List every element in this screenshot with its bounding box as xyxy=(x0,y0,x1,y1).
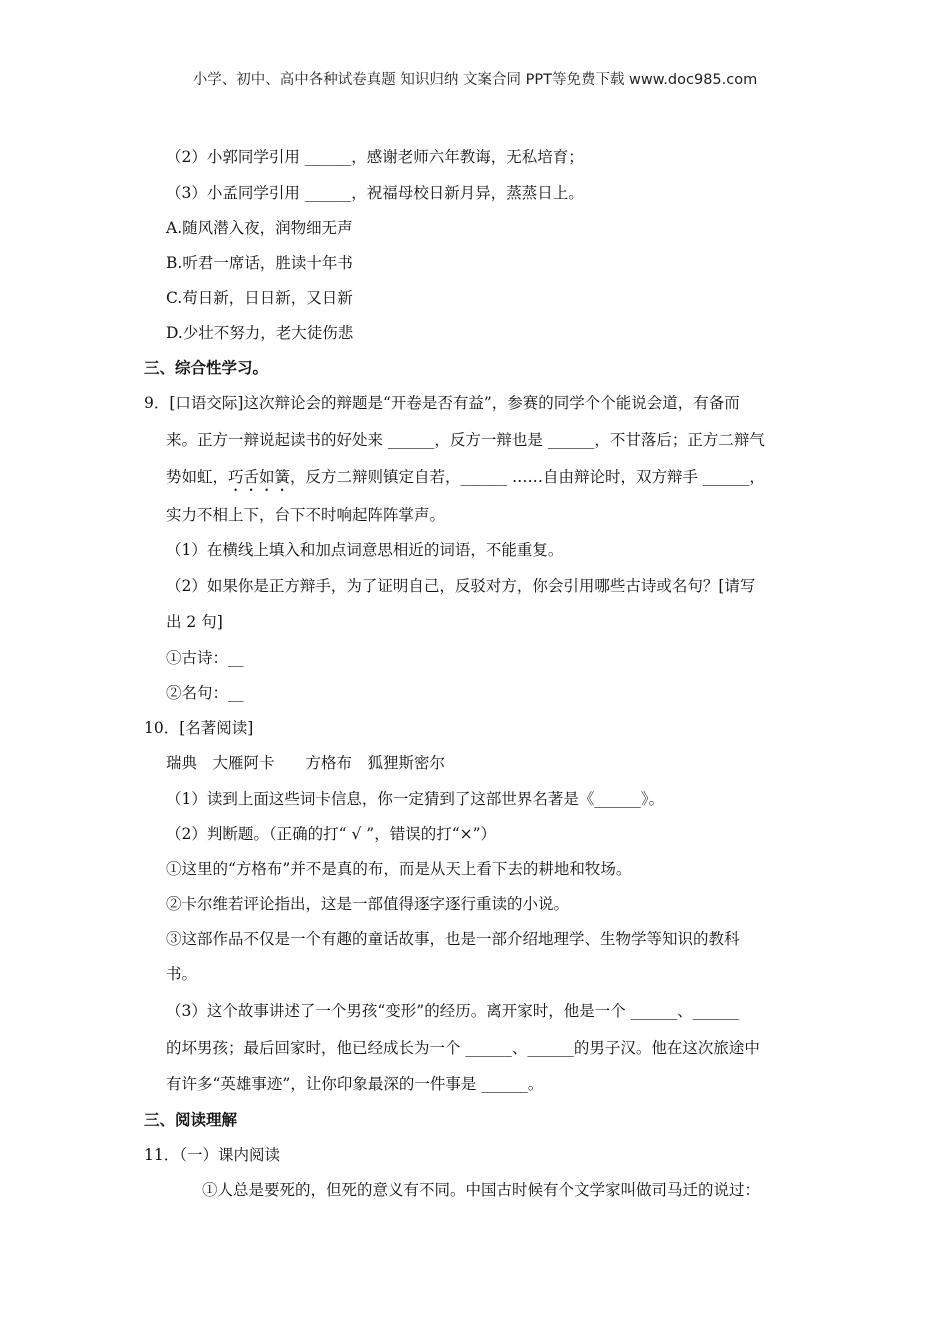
q9-line-3 xyxy=(166,467,765,495)
q10-subq-3b: 的坏男孩；最后回家时，他已经成长为一个 ______、______的男子汉。他在这次旅途中 xyxy=(166,1039,760,1057)
q11-paragraph-1: ①人总是要死的，但死的意义有不同。中国古时候有个文学家叫做司马迁的说过： xyxy=(202,1181,761,1199)
q10-word-cards: 瑞典 大雁阿卡 方格布 狐狸斯密尔 xyxy=(166,754,446,772)
q9-subq-2a: （2）如果你是正方辩手，为了证明自己，反驳对方，你会引用哪些古诗或名句？[请写 xyxy=(166,577,756,595)
section-title-integrated-learning: 三、综合性学习。 xyxy=(144,358,269,377)
q9-line-4: 实力不相上下，台下不时响起阵阵掌声。 xyxy=(166,506,446,524)
q8-option-a: A.随风潜入夜，润物细无声 xyxy=(166,219,353,237)
q9-subq-2b: 出 2 句] xyxy=(166,613,223,631)
q10-judge-3a: ③这部作品不仅是一个有趣的童话故事，也是一部介绍地理学、生物学等知识的教科 xyxy=(166,930,740,948)
q8-option-d: D.少壮不努力，老大徒伤悲 xyxy=(166,324,354,342)
q9-line-3a: 势如虹， xyxy=(166,468,229,486)
q10-subq-3c: 有许多“英雄事迹”，让你印象最深的一件事是 ______。 xyxy=(166,1075,544,1093)
q11-title: 11．（一）课内阅读 xyxy=(144,1146,280,1164)
page-header: 小学、初中、高中各种试卷真题 知识归纳 文案合同 PPT等免费下载 www.doc985.com xyxy=(192,72,758,88)
q9-line-1: 9．[口语交际]这次辩论会的辩题是“开卷是否有益”，参赛的同学个个能说会道，有备而 xyxy=(144,394,740,412)
q10-judge-1: ①这里的“方格布”并不是真的布，而是从天上看下去的耕地和牧场。 xyxy=(166,860,632,878)
q10-judge-2: ②卡尔维若评论指出，这是一部值得逐字逐行重读的小说。 xyxy=(166,895,570,913)
section-title-reading: 三、阅读理解 xyxy=(144,1110,238,1129)
q9-answer-poem: ①古诗：__ xyxy=(166,649,244,667)
q10-subq-3a: （3）这个故事讲述了一个男孩“变形”的经历。离开家时，他是一个 ______、______ xyxy=(166,1002,740,1020)
q8-line-2: （2）小郭同学引用 ______，感谢老师六年教诲，无私培育； xyxy=(166,148,584,166)
q10-subq-1: （1）读到上面这些词卡信息，你一定猜到了这部世界名著是《______》。 xyxy=(166,790,665,808)
q9-answer-quote: ②名句：__ xyxy=(166,684,244,702)
q10-judge-3b: 书。 xyxy=(166,965,198,983)
q10-subq-2: （2）判断题。（正确的打“ √ ”，错误的打“×”） xyxy=(166,825,497,843)
q8-line-3: （3）小孟同学引用 ______，祝福母校日新月异，蒸蒸日上。 xyxy=(166,184,584,202)
q8-option-c: C.苟日新，日日新，又日新 xyxy=(166,289,353,307)
dotted-word: 巧舌如簧 xyxy=(228,468,291,486)
q8-option-b: B.听君一席话，胜读十年书 xyxy=(166,254,353,272)
q10-title: 10．[名著阅读] xyxy=(144,719,254,737)
q9-line-3b: ，反方二辩则镇定自若，______ ……自由辩论时，双方辩手 ______， xyxy=(290,468,765,486)
q9-line-2: 来。正方一辩说起读书的好处来 ______，反方一辩也是 ______，不甘落后；正方二辩气 xyxy=(166,431,765,449)
q9-subq-1: （1）在横线上填入和加点词意思相近的词语，不能重复。 xyxy=(166,541,564,559)
